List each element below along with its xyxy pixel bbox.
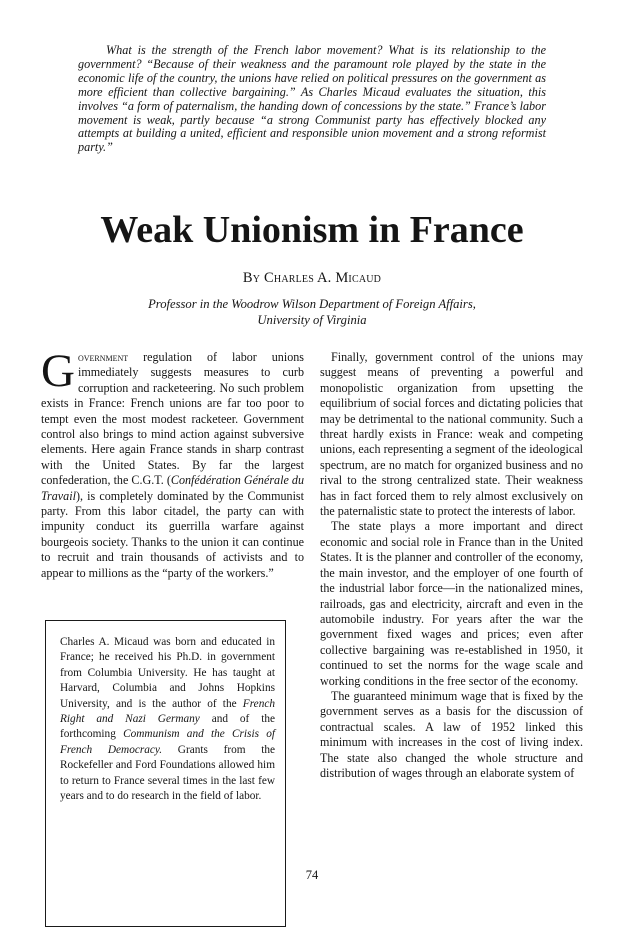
right-column [320,350,583,781]
lead-small-caps: overnment [77,350,129,364]
affiliation-line-1: Professor in the Woodrow Wilson Department of Foreign Affairs, [148,297,476,311]
author-byline: By Charles A. Micaud [242,270,382,286]
cgt-full-name: Confédération Générale du Travail [41,473,304,503]
drop-cap: G [41,345,75,397]
bio-book-2: Communism and the Crisis of French Democracy. [60,728,275,756]
bio-text-b: and of the forthcoming [60,713,275,741]
bio-text-a: Charles A. Micaud was born and educated in France; he received his Ph.D. in government from Columbia University. He has taught at Harvard, Columbia and Johns Hopkins University, and is the author of the [60,636,275,710]
left-paragraph-1 [41,345,304,581]
article-title: Weak Unionism in France [100,209,524,251]
left-p1-text-a: regulation of labor unions immediately suggests measures to curb corruption and racketeering. No such problem exists in France: French unions are far too poor to tempt even the most modest racketeer. Government control also brings to mind action against subversive elements. Here again France stands in sharp contrast with the United States. By far the largest confederation, the C.G.T. ( [41,350,304,488]
page-number: 74 [305,868,319,882]
bio-book-1: French Right and Nazi Germany [60,697,275,726]
left-p1-text-b: ), is completely dominated by the Communist party. From this labor citadel, the party can with impunity conduct its guerrilla warfare against bourgeois society. Thanks to the union it can continue to recruit and train thousands of activists and to appear to millions as the “party of the workers.” [41,488,304,580]
intro-abstract [78,44,546,155]
right-paragraph-2: The state plays a more important and direct economic and social role in France than in the United States. It is the planner and controller of the economy, the main investor, and the employer of one fourth of the industrial labor force—in the nationalized mines, railroads, gas and electricity, aircraft and even in the automobile industry. For years after the war the government fixed wages and prices; even after collective bargaining was re-established in 1950, it continued to set the norms for the wage scale and working conditions in the free sector of the economy. [320,519,583,688]
right-paragraph-3: The guaranteed minimum wage that is fixed by the government serves as a basis for the discussion of contractual scales. A law of 1952 linked this minimum with increases in the cost of living index. The state also changed the whole structure and distribution of wages through an elaborate system of [320,688,583,780]
intro-text: What is the strength of the French labor movement? What is its relationship to the government? “Because of their weakness and the paramount role played by the state in the economic life of the country, the unions have relied on political pressures on the government as more efficient than collective bargaining.” As Charles Micaud evaluates the situation, this involves “a form of paternalism, the handing down of concessions by the state.” France’s labor movement is weak, partly because “a strong Communist party has effectively blocked any attempts at building a united, efficient and responsible union movement and a strong reformist party.” [78,43,546,155]
bio-text-c: Grants from the Rockefeller and Ford Foundations allowed him to return to France several times in the last few years and to do research in the field of labor. [60,743,275,803]
author-affiliation [90,296,534,328]
bio-text [60,635,275,804]
right-paragraph-1: Finally, government control of the unions may suggest means of preventing a powerful and monopolistic organization from upsetting the equilibrium of social forces and dictating policies that may be detrimental to the national community. Such a threat hardly exists in France: weak and competing unions, each representing a segment of the ideological spectrum, are no match for organized business and no rival to the strong centralized state. Their weakness has in fact forced them to rely almost exclusively on the paternalistic state to protect the interests of labor. [320,350,583,519]
left-column [41,345,304,581]
affiliation-line-2: University of Virginia [257,313,367,327]
